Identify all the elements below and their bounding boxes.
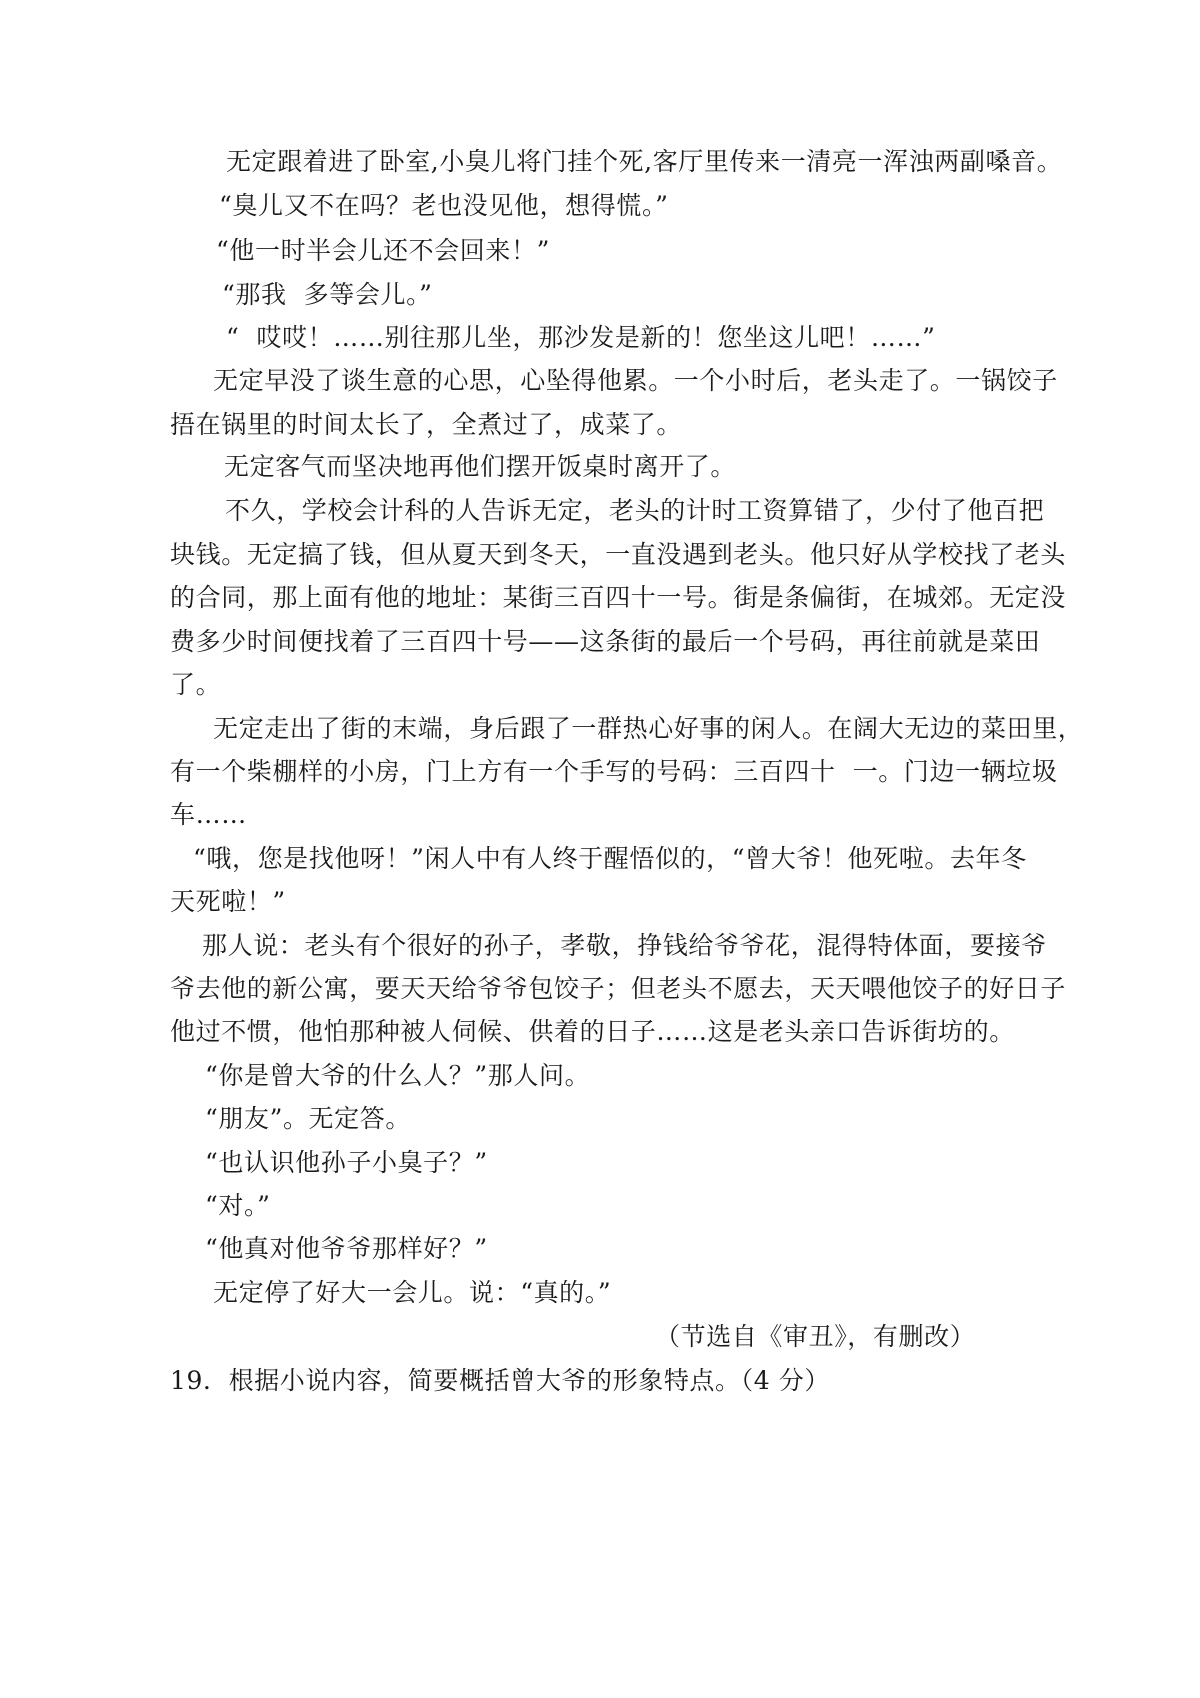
text-line: “臭儿又不在吗？老也没见他，想得慌。” xyxy=(219,191,669,220)
text-line: “他真对他爷爷那样好？” xyxy=(205,1234,488,1263)
text-line: “也认识他孙子小臭子？” xyxy=(205,1148,488,1177)
text-line: “朋友”。无定答。 xyxy=(205,1104,411,1133)
source-citation: （节选自《审丑》，有删改） xyxy=(655,1322,976,1351)
text-line: 块钱。无定搞了钱，但从夏天到冬天，一直没遇到老头。他只好从学校找了老头 xyxy=(170,540,1067,569)
text-line: “哦，您是找他呀！”闲人中有人终于醒悟似的，“曾大爷！他死啦。去年冬 xyxy=(193,844,1027,873)
text-line: 车…… xyxy=(170,800,247,829)
text-line: 天死啦！” xyxy=(170,887,286,916)
text-line: 无定客气而坚决地再他们摆开饭桌时离开了。 xyxy=(224,452,737,481)
question-19: 19．根据小说内容，简要概括曾大爷的形象特点。（4 分） xyxy=(170,1366,830,1395)
text-line: “ 哎哎！……别往那儿坐，那沙发是新的！您坐这儿吧！……” xyxy=(226,323,936,352)
text-line: “对。” xyxy=(205,1191,271,1220)
text-line: 他过不惯，他怕那种被人伺候、供着的日子……这是老头亲口告诉街坊的。 xyxy=(170,1017,1015,1046)
text-line: “你是曾大爷的什么人？”那人问。 xyxy=(205,1061,591,1090)
text-line: 不久，学校会计科的人告诉无定，老头的计时工资算错了，少付了他百把 xyxy=(225,496,1045,525)
text-line: 无定跟着进了卧室,小臭儿将门挂个死,客厅里传来一清亮一浑浊两副嗓音。 xyxy=(226,147,1063,176)
text-line: 的合同，那上面有他的地址：某街三百四十一号。街是条偏街，在城郊。无定没 xyxy=(170,583,1067,612)
text-line: 无定早没了谈生意的心思，心坠得他累。一个小时后，老头走了。一锅饺子 xyxy=(213,366,1058,395)
text-line: “他一时半会儿还不会回来！” xyxy=(216,236,550,265)
text-line: 捂在锅里的时间太长了，全煮过了，成菜了。 xyxy=(170,410,683,439)
text-line: 无定停了好大一会儿。说：“真的。” xyxy=(213,1278,612,1307)
text-line: 了。 xyxy=(170,670,222,699)
text-line: 有一个柴棚样的小房，门上方有一个手写的号码：三百四十 一。门边一辆垃圾 xyxy=(170,757,1058,786)
text-line: 无定走出了街的末端，身后跟了一群热心好事的闲人。在阔大无边的菜田里， xyxy=(213,714,1084,743)
text-line: “那我 多等会儿。” xyxy=(222,280,433,309)
text-line: 那人说：老头有个很好的孙子，孝敬，挣钱给爷爷花，混得特体面，要接爷 xyxy=(202,931,1047,960)
text-line: 爷去他的新公寓，要天天给爷爷包饺子；但老头不愿去，天天喂他饺子的好日子 xyxy=(170,974,1067,1003)
text-line: 费多少时间便找着了三百四十号——这条街的最后一个号码，再往前就是菜田 xyxy=(170,627,1041,656)
